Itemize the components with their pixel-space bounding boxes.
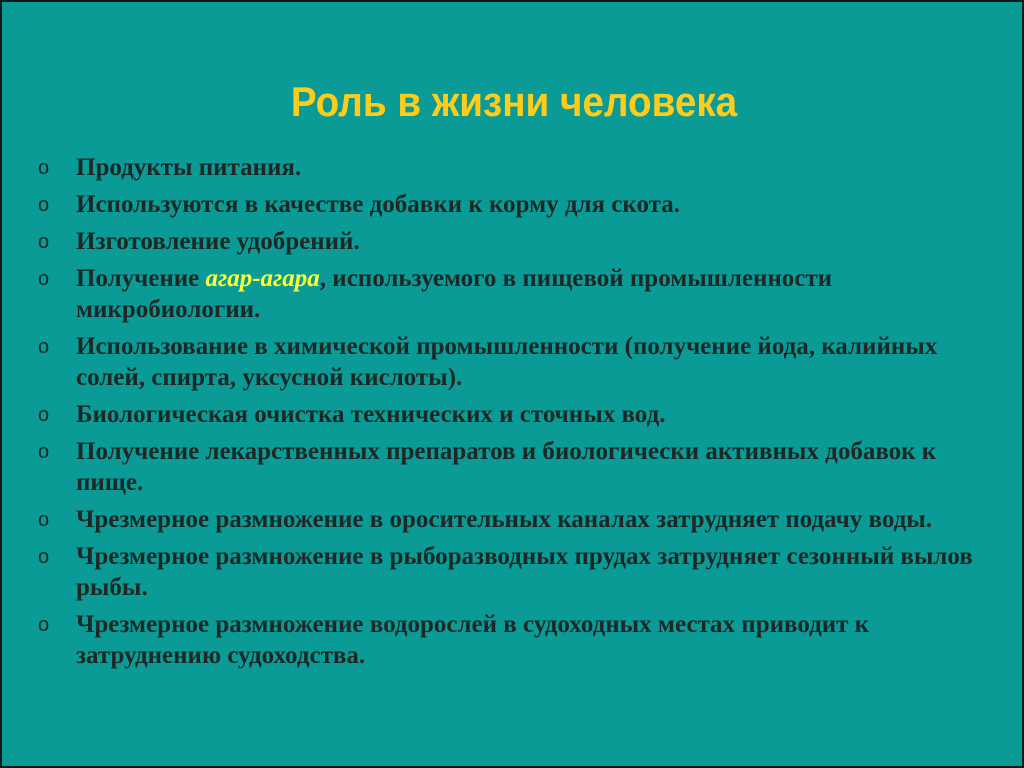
list-item (38, 436, 988, 498)
list-item-text: Чрезмерное размножение в оросительных каналах затрудняет подачу воды. (76, 506, 933, 533)
bullet-icon: o (38, 194, 50, 216)
bullet-icon: o (38, 268, 50, 290)
list-item-text: Биологическая очистка технических и сточных вод. (76, 401, 666, 428)
list-item-text: Используются в качестве добавки к корму для скота. (76, 191, 680, 218)
bullet-icon: o (38, 336, 50, 358)
list-item (38, 263, 988, 325)
bullet-icon: o (38, 404, 50, 426)
list-item-text: Продукты питания. (76, 154, 302, 181)
list-item (38, 152, 988, 183)
list-item-text: Чрезмерное размножение водорослей в судоходных местах приводит к затруднению судоходства. (76, 611, 870, 669)
list-item-text: Изготовление удобрений. (76, 228, 360, 255)
bullet-list (38, 152, 988, 677)
list-item (38, 504, 988, 535)
list-item (38, 399, 988, 430)
bullet-icon: o (38, 231, 50, 253)
list-item-text-before: Получение (76, 265, 206, 292)
list-item (38, 331, 988, 393)
list-item (38, 226, 988, 257)
bullet-icon: o (38, 441, 50, 463)
bullet-icon: o (38, 157, 50, 179)
bullet-icon: o (38, 509, 50, 531)
list-item-text: Чрезмерное размножение в рыборазводных прудах затрудняет сезонный вылов рыбы. (76, 543, 973, 601)
list-item (38, 541, 988, 603)
bullet-icon: o (38, 546, 50, 568)
list-item (38, 189, 988, 220)
list-item-text-after: , используемого в пищевой промышленности микробиологии. (76, 265, 833, 323)
slide-title: Роль в жизни человека (290, 78, 738, 125)
highlighted-term: агар-агара (205, 265, 320, 292)
list-item-text: Использование в химической промышленности (получение йода, калийных солей, спирта, уксусной кислоты). (76, 333, 938, 391)
bullet-icon: o (38, 614, 50, 636)
list-item-text: Получение лекарственных препаратов и биологически активных добавок к пище. (76, 438, 937, 496)
list-item (38, 609, 988, 671)
